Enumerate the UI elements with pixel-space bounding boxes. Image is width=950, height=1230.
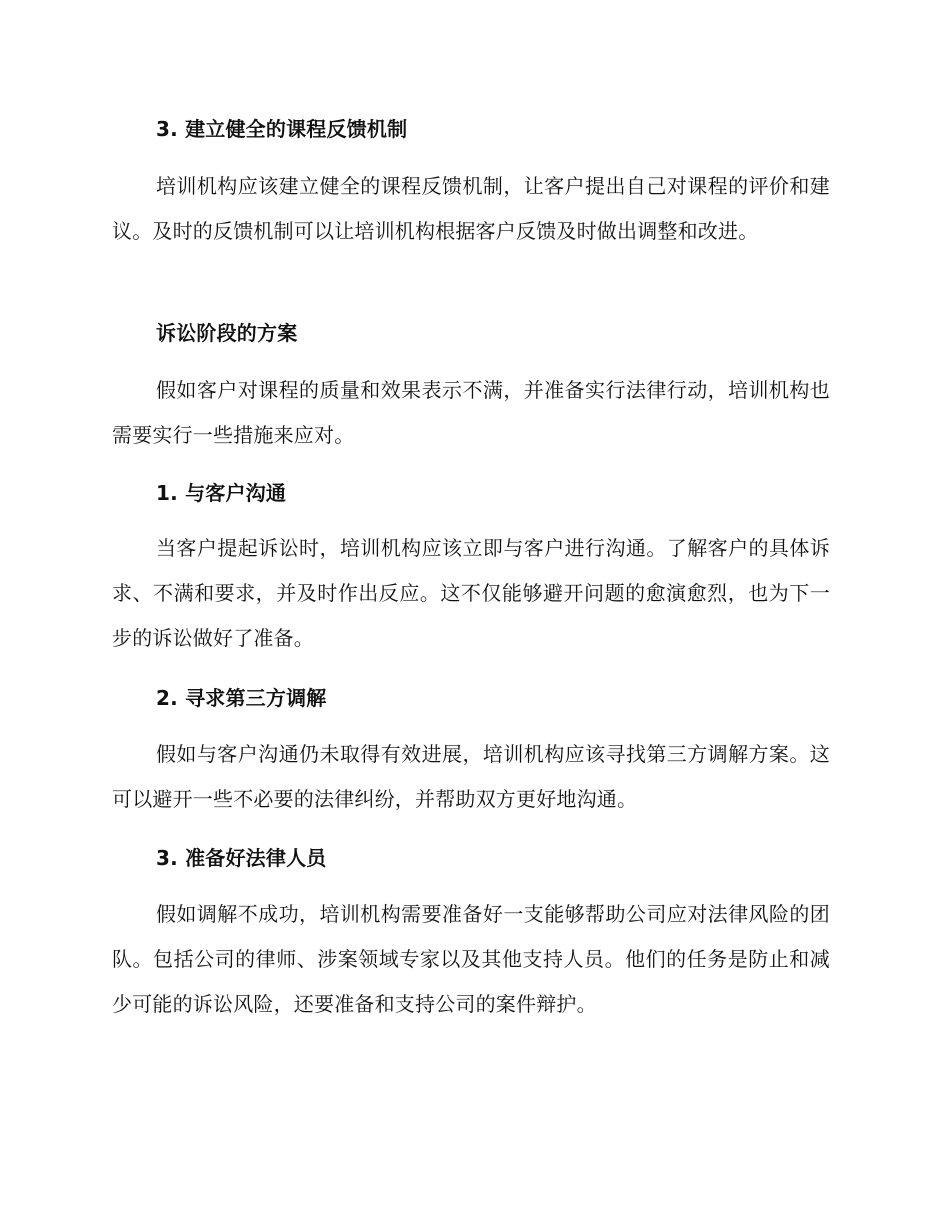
paragraph-feedback-mechanism: 培训机构应该建立健全的课程反馈机制，让客户提出自己对课程的评价和建议。及时的反馈机制可以让培训机构根据客户反馈及时做出调整和改进。 [112, 174, 830, 243]
section-heading-third-party-mediation: 2. 寻求第三方调解 [156, 686, 327, 710]
paragraph-litigation-stage: 假如客户对课程的质量和效果表示不满，并准备实行法律行动，培训机构也需要实行一些措施来应对。 [112, 378, 830, 447]
section-heading-litigation-stage: 诉讼阶段的方案 [156, 321, 298, 345]
section-heading-feedback-mechanism: 3. 建立健全的课程反馈机制 [156, 117, 408, 141]
paragraph-legal-personnel: 假如调解不成功，培训机构需要准备好一支能够帮助公司应对法律风险的团队。包括公司的律师、涉案领域专家以及其他支持人员。他们的任务是防止和减少可能的诉讼风险，还要准备和支持公司的案件辩护。 [112, 902, 830, 1016]
paragraph-third-party-mediation: 假如与客户沟通仍未取得有效进展，培训机构应该寻找第三方调解方案。这可以避开一些不必要的法律纠纷，并帮助双方更好地沟通。 [112, 742, 830, 811]
paragraph-communicate-with-client: 当客户提起诉讼时，培训机构应该立即与客户进行沟通。了解客户的具体诉求、不满和要求，并及时作出反应。这不仅能够避开问题的愈演愈烈，也为下一步的诉讼做好了准备。 [112, 536, 830, 650]
section-heading-communicate-with-client: 1. 与客户沟通 [156, 481, 287, 505]
section-heading-legal-personnel: 3. 准备好法律人员 [156, 846, 327, 870]
